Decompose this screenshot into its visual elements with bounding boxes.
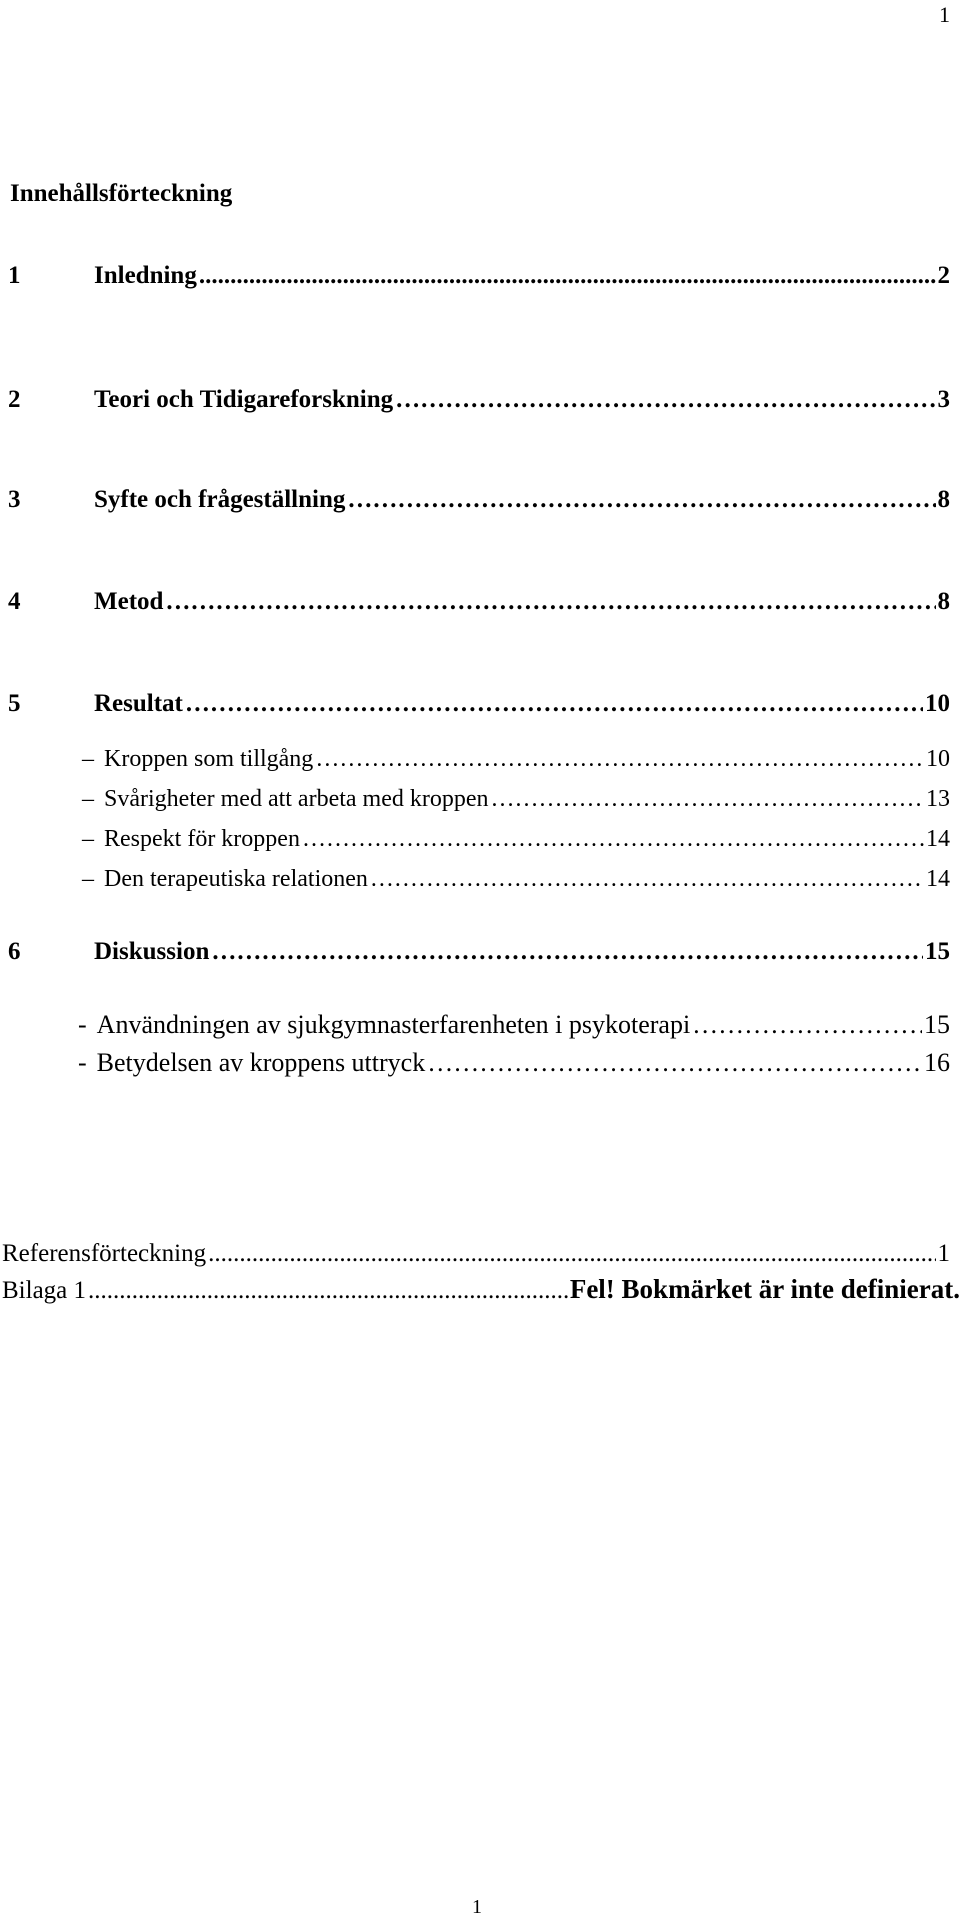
- sub-page: 14: [926, 866, 950, 892]
- entry-title: Referensförteckning: [2, 1240, 207, 1267]
- toc-entry-bilaga-1[interactable]: [2, 1274, 960, 1305]
- sub-title: Användningen av sjukgymnasterfarenheten i psykoterapi: [96, 1010, 691, 1039]
- toc-subentry-anvandningen[interactable]: [78, 1010, 950, 1040]
- toc-title: Innehållsförteckning: [10, 180, 233, 207]
- chapter-page: 10: [925, 690, 950, 717]
- chapter-page: 8: [937, 486, 950, 513]
- entry-title: Bilaga 1: [2, 1277, 87, 1304]
- toc-subentry-terapeutiska-relationen[interactable]: [82, 866, 950, 893]
- chapter-number: 4: [8, 588, 21, 615]
- toc-entry-referensforteckning[interactable]: [2, 1240, 950, 1268]
- chapter-page: 8: [937, 588, 950, 615]
- entry-page: 1: [937, 1240, 950, 1267]
- bookmark-error: Fel! Bokmärket är inte definierat.: [569, 1274, 960, 1304]
- dot-leader: [208, 1240, 935, 1268]
- chapter-page: 15: [925, 938, 950, 965]
- chapter-number: 3: [8, 486, 21, 513]
- sub-title: Respekt för kroppen: [104, 826, 300, 852]
- sub-page: 14: [926, 826, 950, 852]
- sub-title: Kroppen som tillgång: [104, 746, 314, 772]
- sub-page: 10: [926, 746, 950, 772]
- dot-leader: [165, 588, 935, 616]
- chapter-title: Resultat: [94, 690, 183, 717]
- dot-leader: [692, 1010, 922, 1040]
- sub-page: 16: [924, 1048, 950, 1077]
- page-number-bottom: 1: [472, 1896, 482, 1918]
- chapter-number: 5: [8, 690, 21, 717]
- chapter-title: Diskussion: [94, 938, 210, 965]
- toc-subentry-kroppen-som-tillgang[interactable]: [82, 746, 950, 773]
- chapter-page: 3: [937, 386, 950, 413]
- chapter-title: Inledning: [94, 262, 197, 289]
- sub-title: Svårigheter med att arbeta med kroppen: [104, 786, 489, 812]
- sub-dash: -: [78, 1010, 87, 1039]
- toc-subentry-respekt[interactable]: [82, 826, 950, 853]
- chapter-number: 6: [8, 938, 21, 965]
- toc-entry-inledning[interactable]: [8, 262, 950, 290]
- dot-leader: [302, 826, 924, 853]
- dot-leader: [199, 262, 936, 290]
- sub-title: Den terapeutiska relationen: [104, 866, 368, 892]
- toc-entry-diskussion[interactable]: [8, 938, 950, 966]
- dot-leader: [347, 486, 935, 514]
- sub-page: 15: [924, 1010, 950, 1039]
- sub-dash: –: [82, 746, 94, 772]
- chapter-number: 2: [8, 386, 21, 413]
- toc-entry-syfte[interactable]: [8, 486, 950, 514]
- sub-dash: –: [82, 826, 94, 852]
- dot-leader: [185, 690, 923, 718]
- dot-leader: [370, 866, 924, 893]
- chapter-title: Metod: [94, 588, 164, 615]
- dot-leader: [395, 386, 935, 414]
- sub-dash: -: [78, 1048, 87, 1077]
- sub-page: 13: [926, 786, 950, 812]
- toc-subentry-betydelsen[interactable]: [78, 1048, 950, 1078]
- dot-leader: [315, 746, 924, 773]
- page-number-top: 1: [939, 2, 950, 27]
- chapter-page: 2: [937, 262, 950, 289]
- toc-entry-teori[interactable]: [8, 386, 950, 414]
- toc-subentry-svarigheter[interactable]: [82, 786, 950, 813]
- toc-entry-metod[interactable]: [8, 588, 950, 616]
- toc-entry-resultat[interactable]: [8, 690, 950, 718]
- dot-leader: [211, 938, 923, 966]
- chapter-title: Teori och Tidigareforskning: [94, 386, 394, 413]
- chapter-title: Syfte och frågeställning: [94, 486, 346, 513]
- dot-leader: [491, 786, 924, 813]
- sub-dash: –: [82, 786, 94, 812]
- chapter-number: 1: [8, 262, 21, 289]
- sub-dash: –: [82, 866, 94, 892]
- sub-title: Betydelsen av kroppens uttryck: [96, 1048, 426, 1077]
- dot-leader: [427, 1048, 922, 1078]
- dot-leader: [88, 1277, 568, 1305]
